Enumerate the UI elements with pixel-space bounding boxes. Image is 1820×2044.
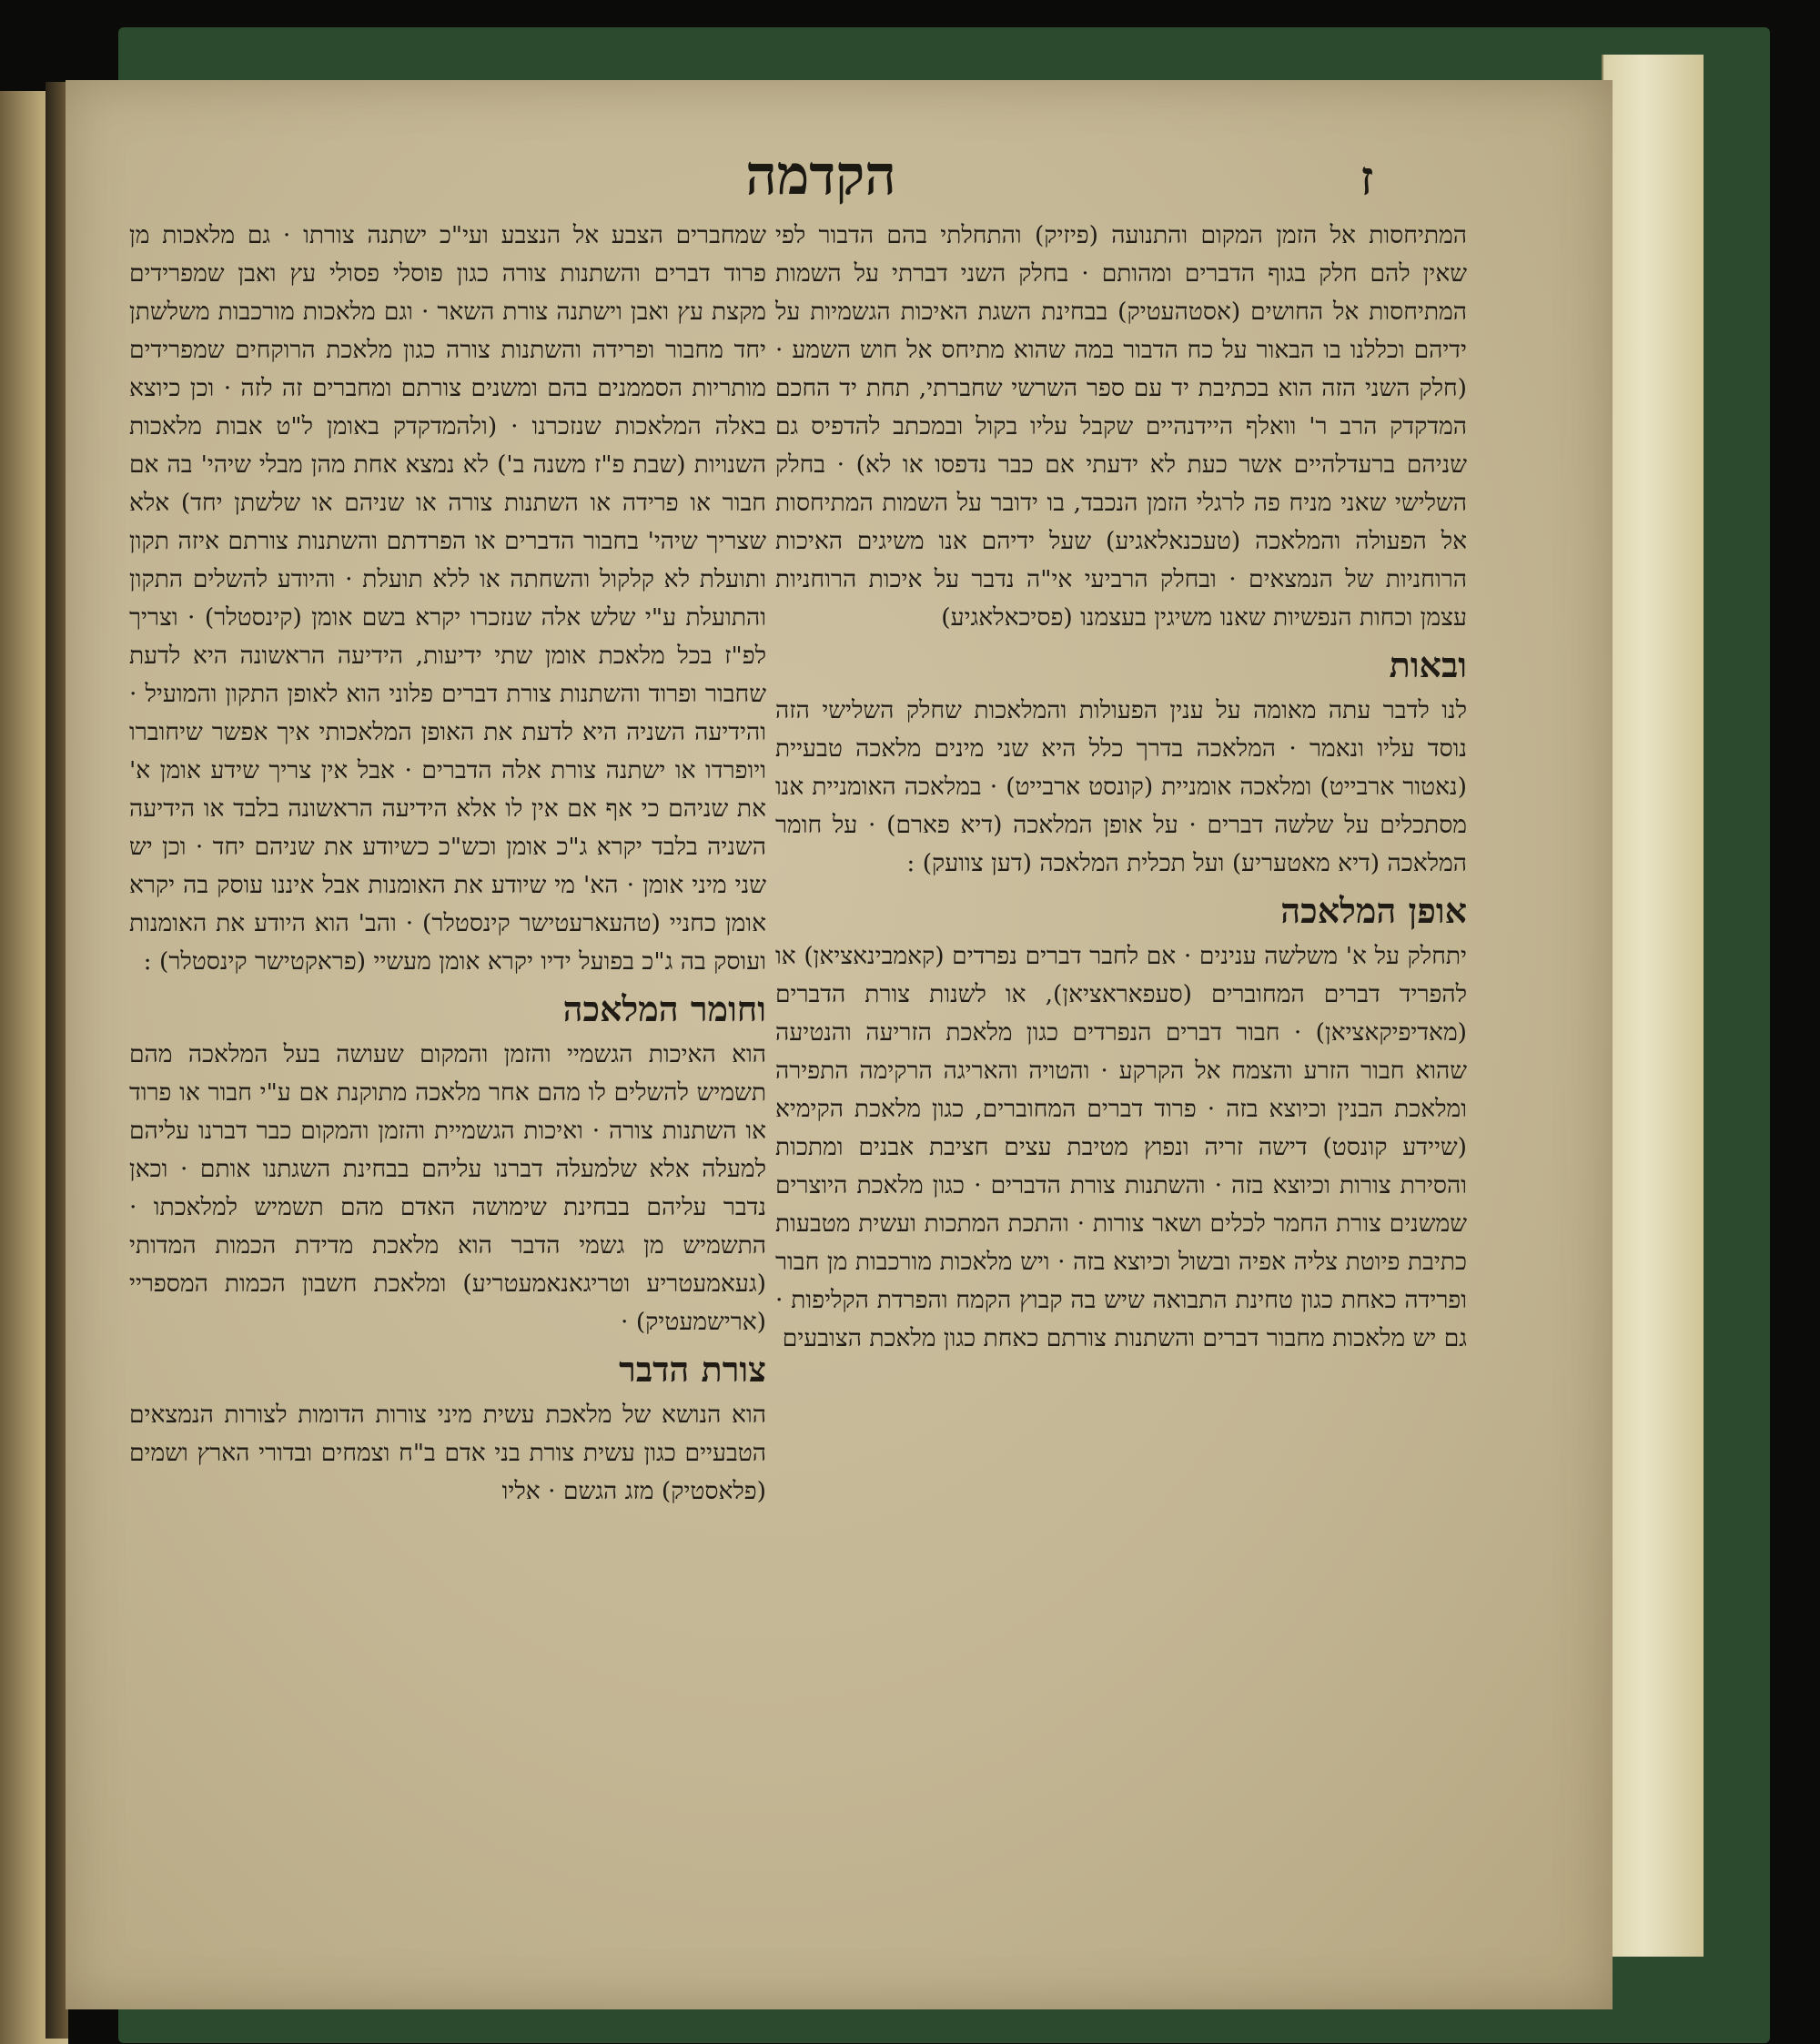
section-heading: וחומר המלאכה <box>562 988 766 1029</box>
paragraph: לנו לדבר עתה מאומה על ענין הפעולות והמלאכות שחלק השלישי הזה נוסד עליו ונאמר · המלאכה בדרך כלל היא שני מינים מלאכה טבעיית (נאטור ארבייט) ומלאכה אומניית (קונסט ארבייט) · במלאכה האומניית אנו מסתכלים על שלשה דברים · על אופן המלאכה (דיא פארם) · על חומר המלאכה (דיא מאטעריע) ועל תכלית המלאכה (דען צוועק) : <box>775 696 1467 877</box>
left-text-column <box>129 217 766 1882</box>
paragraph: המתיחסות אל הזמן המקום והתנועה (פיזיק) והתחלתי בהם הדבור לפי שאין להם חלק בגוף הדברים ומהותם · בחלק השני דברתי על השמות המתיחסות אל החושים (אסטהעטיק) בבחינת השגת האיכות הגשמיות על ידיהם וכללנו בו הבאור על כח הדבור במה שהוא מתיחס אל חוש השמע · (חלק השני הזה הוא בכתיבת יד עם ספר השרשי שחברתי, תחת יד החכם המדקדק הרב ר' וואלף היידנהיים שקבל עליו בקול ובמכתב להדפיס גם שניהם ברעדלהיים אשר כעת לא ידעתי אם כבר נדפסו או לא) · בחלק השלישי שאני מניח פה לרגלי הזמן הנכבד, בו ידובר על השמות המתיחסות אל הפעולה והמלאכה (טעכנאלאגיע) שעל ידיהם אנו משיגים האיכות הרוחניות של הנמצאים · ובחלק הרביעי אי"ה נדבר על איכות הרוחניות עצמן וכחות הנפשיות שאנו משיגין בעצמנו (פסיכאלאגיע) <box>775 221 1467 632</box>
paragraph: הוא האיכות הגשמיי והזמן והמקום שעושה בעל המלאכה מהם תשמיש להשלים לו מהם אחר מלאכה מתוקנת אם ע"י חבור או פרוד או השתנות צורה · ואיכות הגשמיית והזמן והמקום כבר דברנו עליהם למעלה אלא שלמעלה דברנו עליהם בבחינת השגתנו אותם · וכאן נדבר עליהם בבחינת שימושה האדם מהם תשמיש למלאכתו · התשמיש מן גשמי הדבר הוא מלאכת מדידת הכמות המדותי (געאמעטריע וטריגאנאמעטריע) ומלאכת חשבון הכמות המספריי (ארישמעטיק) · <box>129 1040 766 1336</box>
page-number: ז <box>1360 151 1374 207</box>
section-heading: ובאות <box>1389 644 1467 685</box>
paragraph: הוא הנושא של מלאכת עשית מיני צורות הדומות לצורות הנמצאים הטבעיים כגון עשית צורת בני אדם ב"ח וצמחים ובדורי הארץ ושמים (פלאסטיק) מזג הגשם · אליו <box>129 1401 766 1505</box>
right-text-column <box>775 217 1467 1882</box>
section-heading: צורת הדבר <box>619 1349 766 1390</box>
paragraph: יתחלק על א' משלשה ענינים · אם לחבר דברים נפרדים (קאמבינאציאן) או להפריד דברים המחוברים (סעפאראציאן), או לשנות צורת הדברים (מאדיפיקאציאן) · חבור דברים הנפרדים כגון מלאכת הזריעה והנטיעה שהוא חבור הזרע והצמח אל הקרקע · והטויה והאריגה הרקימה התפירה ומלאכת הבנין וכיוצא בזה · פרוד דברים המחוברים, כגון מלאכת הקימיא (שיידע קונסט) דישה זריה ונפוץ מטיבת עצים חציבת אבנים ומתכות והסירת צורות וכיוצא בזה · והשתנות צורת הדברים · כגון מלאכת היוצרים שמשנים צורת החמר לכלים ושאר צורות · והתכת המתכות ועשית מטבעות כתיבת פיוטת צליה אפיה ובשול וכיוצא בזה · ויש מלאכות מורכבות מן חבור ופרידה כאחת כגון טחינת התבואה שיש בה קבוץ הקמח והפרדת הקליפות · גם יש מלאכות מחבור דברים והשתנות צורתם כאחת כגון מלאכת הצובעים <box>775 942 1467 1352</box>
paragraph: שמחברים הצבע אל הנצבע ועי"כ ישתנה צורתו · גם מלאכות מן פרוד דברים והשתנות צורה כגון פוסלי פסולי עץ ואבן שמפרידים מקצת עץ ואבן וישתנה צורת השאר · וגם מלאכות מורכבות משלשתן יחד מחבור ופרידה והשתנות צורה כגון מלאכת הרוקחים שמפרידים מותריות הסממנים בהם ומשנים צורתם ומחברים זה לזה · וכן כיוצא באלה המלאכות שנזכרנו · (ולהמדקדק באומן ל"ט אבות מלאכות השנויות (שבת פ"ז משנה ב') לא נמצא אחת מהן מבלי שיהי' בה אם חבור או פרידה או השתנות צורה או שניהם או שלשתן יחד) אלא שצריך שיהי' בחבור הדברים או הפרדתם והשתנות צורתם איזה תקון ותועלת לא קלקול והשחתה או ללא תועלת · והיודע להשלים התקון והתועלת ע"י שלש אלה שנזכרו יקרא בשם אומן (קינסטלר) · וצריך לפ"ז בכל מלאכת אומן שתי ידיעות, הידיעה הראשונה היא לדעת שחבור ופרוד והשתנות צורת דברים פלוני הוא לאופן התקון והמועיל · והידיעה השניה היא לדעת את האופן המלאכותי איך אפשר שיחוברו ויופרדו או ישתנה צורת אלה הדברים · אבל אין צריך שידע אומן א' את שניהם כי אף אם אין לו אלא הידיעה הראשונה בלבד או הידיעה השניה בלבד יקרא ג"כ אומן וכש"כ כשיודע את שניהם יחד · וכן יש שני מיני אומן · הא' מי שיודע את האומנות אבל איננו עוסק בה יקרא אומן כחניי (טהעארעטישר קינסטלר) · והב' הוא היודע את האומנות ועוסק בה ג"כ בפועל ידיו יקרא אומן מעשיי (פראקטישר קינסטלר) : <box>129 221 766 976</box>
section-heading: אופן המלאכה <box>1280 890 1467 931</box>
running-title: הקדמה <box>745 144 896 207</box>
book-page <box>66 80 1613 2009</box>
page-edges <box>1602 55 1704 1957</box>
